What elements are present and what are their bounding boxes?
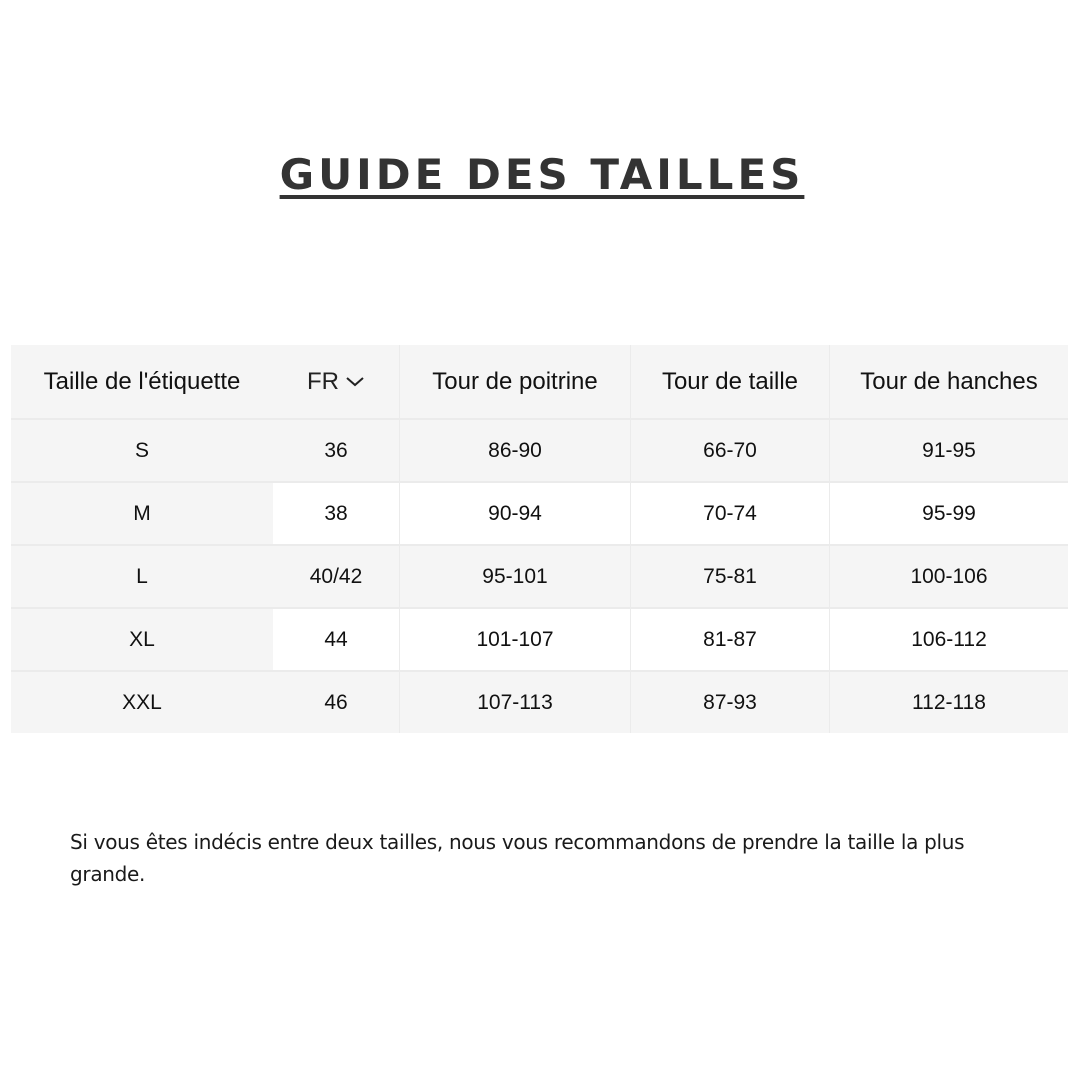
cell-waist: 75-81 bbox=[631, 546, 830, 607]
cell-waist: 87-93 bbox=[631, 672, 830, 733]
header-region-cell bbox=[273, 345, 400, 418]
size-guide-table bbox=[11, 345, 1068, 733]
table-header-row bbox=[11, 345, 1068, 418]
table-row bbox=[11, 607, 1068, 670]
table-row bbox=[11, 418, 1068, 481]
cell-size: S bbox=[11, 420, 273, 481]
cell-chest: 95-101 bbox=[400, 546, 631, 607]
size-recommendation-note: Si vous êtes indécis entre deux tailles, nous vous recommandons de prendre la taille la plus grande. bbox=[70, 830, 965, 886]
cell-hips: 91-95 bbox=[830, 420, 1068, 481]
cell-size: XL bbox=[11, 609, 273, 670]
table-row bbox=[11, 481, 1068, 544]
region-select-value: FR bbox=[307, 367, 339, 395]
cell-chest: 86-90 bbox=[400, 420, 631, 481]
header-waist: Tour de taille bbox=[631, 345, 830, 418]
cell-fr: 38 bbox=[273, 483, 400, 544]
cell-hips: 112-118 bbox=[830, 672, 1068, 733]
cell-waist: 81-87 bbox=[631, 609, 830, 670]
cell-size: XXL bbox=[11, 672, 273, 733]
cell-size: M bbox=[11, 483, 273, 544]
cell-fr: 36 bbox=[273, 420, 400, 481]
cell-hips: 95-99 bbox=[830, 483, 1068, 544]
region-select[interactable] bbox=[307, 368, 365, 396]
cell-hips: 100-106 bbox=[830, 546, 1068, 607]
page-title: GUIDE DES TAILLES bbox=[279, 150, 805, 199]
title-wrapper bbox=[0, 150, 1080, 199]
cell-fr: 46 bbox=[273, 672, 400, 733]
cell-chest: 107-113 bbox=[400, 672, 631, 733]
cell-chest: 90-94 bbox=[400, 483, 631, 544]
cell-waist: 66-70 bbox=[631, 420, 830, 481]
cell-chest: 101-107 bbox=[400, 609, 631, 670]
cell-hips: 106-112 bbox=[830, 609, 1068, 670]
chevron-down-icon bbox=[345, 376, 365, 388]
table-row bbox=[11, 670, 1068, 733]
header-hips: Tour de hanches bbox=[830, 345, 1068, 418]
cell-waist: 70-74 bbox=[631, 483, 830, 544]
cell-size: L bbox=[11, 546, 273, 607]
cell-fr: 44 bbox=[273, 609, 400, 670]
header-label-size: Taille de l'étiquette bbox=[11, 345, 273, 418]
header-chest: Tour de poitrine bbox=[400, 345, 631, 418]
cell-fr: 40/42 bbox=[273, 546, 400, 607]
table-row bbox=[11, 544, 1068, 607]
